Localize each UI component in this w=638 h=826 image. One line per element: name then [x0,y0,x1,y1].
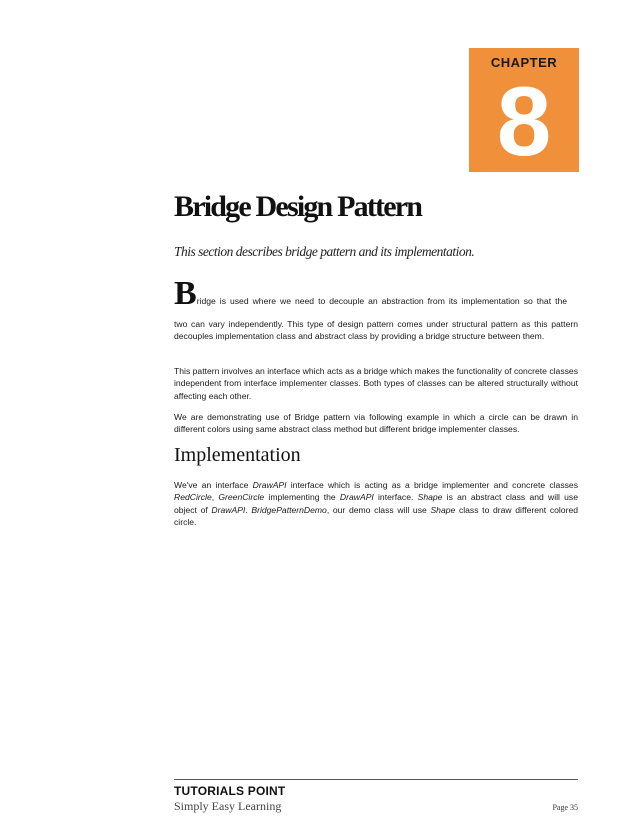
footer-divider [174,779,578,780]
footer-tagline: Simply Easy Learning [174,799,282,813]
intro-paragraph: two can vary independently. This type of design pattern comes under structural pattern as this pattern decouples implementation class and abstract class by providing a bridge structure between them. [174,319,578,342]
paragraph-demo-description: We are demonstrating use of Bridge pattern via following example in which a circle can be drawn in different colors using same abstract class method but different bridge implementer classes. [174,412,578,435]
implementation-paragraph: We've an interface DrawAPI interface which is acting as a bridge implementer and concrete classes RedCircle, GreenCircle implementing the DrawAPI interface. Shape is an abstract class and will use object of DrawAPI. BridgePatternDemo, our demo class will use Shape class to draw different colored circle. [174,480,579,528]
intro-first-line [174,275,578,312]
section-heading-implementation: Implementation [174,444,301,466]
page-number: Page 35 [552,803,578,812]
intro-first-line-text: ridge is used where we need to decouple an abstraction from its implementation so that the [196,296,568,306]
paragraph-bridge-role: This pattern involves an interface which acts as a bridge which makes the functionality of concrete classes independent from interface implementer classes. Both types of classes can be altered structurally without affecting each other. [174,366,578,401]
chapter-label: CHAPTER [490,55,558,70]
dropcap-letter: B [174,275,197,312]
page-subtitle: This section describes bridge pattern and its implementation. [174,244,475,259]
footer-brand: TUTORIALS POINT [174,784,286,798]
chapter-number: 8 [496,66,552,176]
page-title: Bridge Design Pattern [174,190,422,223]
